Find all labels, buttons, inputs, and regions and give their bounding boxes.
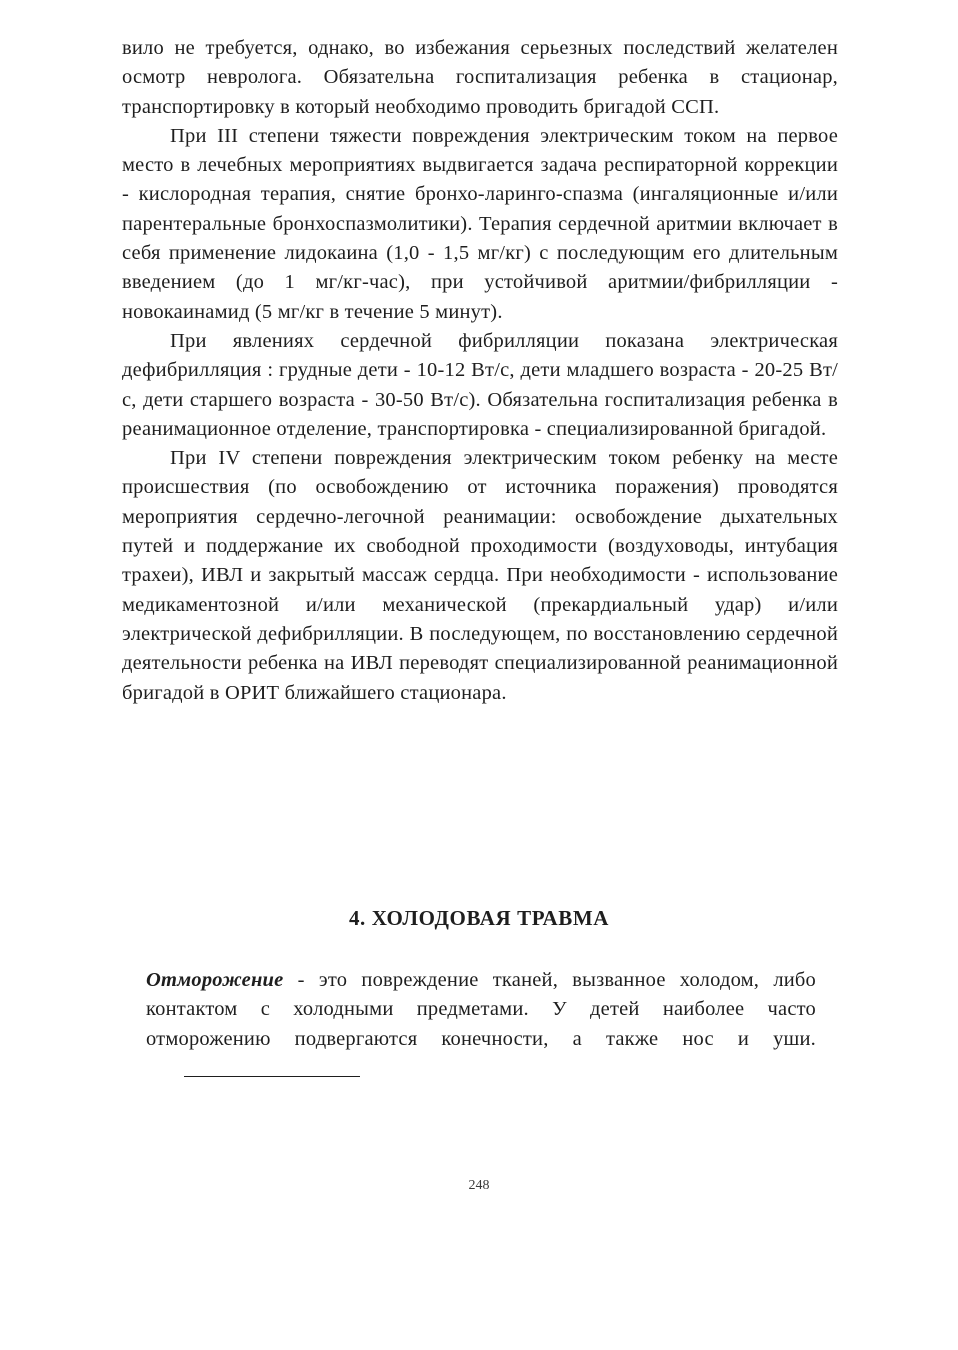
paragraph-continuation: вило не требуется, однако, во избежания серьезных последствий желателен осмотр невролога. Обязательна госпитализация ребенка в стационар, транспортировку в который необходимо проводить бригадой ССП. (122, 37, 838, 118)
page-number: 248 (468, 1178, 490, 1193)
paragraph-degree-three: При III степени тяжести повреждения электрическим током на первое место в лечебных мероприятиях выдвигается задача респираторной коррекции - кислородная терапия, снятие бронхо-ларинго-спазма (ингаляционные и/или парентеральные бронхоспазмолитики). Терапия сердечной аритмии включает в себя применение лидокаина (1,0 - 1,5 мг/кг) с последующим его длительным введением (до 1 мг/кг-час), при устойчивой аритмии/фибрилляции - новокаинамид (5 мг/кг в течение 5 минут). (122, 124, 838, 323)
body-text (122, 34, 838, 708)
frostbite-definition (146, 966, 816, 1083)
paragraph-degree-four: При IV степени повреждения электрическим током ребенку на месте происшествия (по освобождению от источника поражения) проводятся мероприятия сердечно-легочной реанимации: освобождение дыхательных путей и поддержание их свободной проходимости (воздуховоды, интубация трахеи), ИВЛ и закрытый массаж сердца. При необходимости - использование медикаментозной и/или механической (прекардиальный удар) и/или электрической дефибрилляции. В последующем, по восстановлению сердечной деятельности ребенка на ИВЛ переводят специализированной реанимационной бригадой в ОРИТ ближайшего стационара. (122, 447, 838, 704)
definition-text: - это повреждение тканей, вызванное холодом, либо контактом с холодными предметами. У детей наиболее часто отморожению подвергаются конечности, а также нос и уши. (146, 969, 816, 1050)
paragraph-defibrillation: При явлениях сердечной фибрилляции показана электрическая дефибрилляция : грудные дети - 10-12 Вт/с, дети младшего возраста - 20-25 Вт/с, дети старшего возраста - 30-50 Вт/с). Обязательна госпитализация ребенка в реанимационное отделение, транспортировка - специализированной бригадой. (122, 329, 838, 440)
section-title: 4. ХОЛОДОВАЯ ТРАВМА (348, 906, 610, 930)
footnote-rule (184, 1076, 360, 1077)
term-frostbite: Отморожение (146, 969, 284, 991)
